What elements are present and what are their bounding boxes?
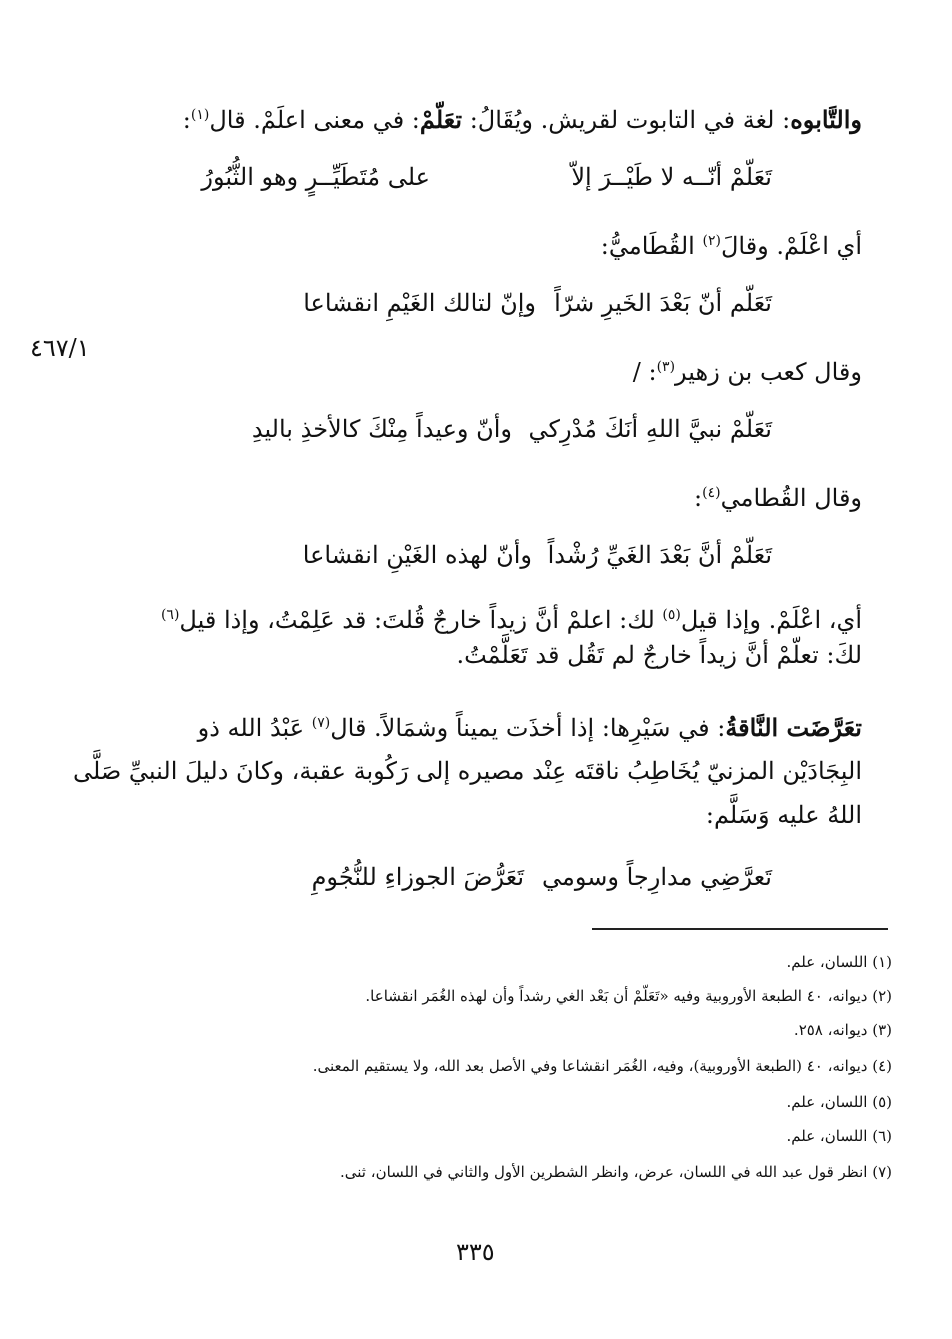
footnote-2: (٢) ديوانه، ٤٠ الطبعة الأوروبية وفيه «تَعَلّمْ أن بَعْد الغي رشداً وأن لهذه الغُمَر انقشاعا. <box>365 987 892 1005</box>
footnote-ref: (٢) <box>702 233 721 249</box>
paragraph-1-line-2: لكَ: تعلّمْ أنَّ زيداً خارجٌ لم تَقُل قد تَعَلَّمْتُ. <box>456 641 862 669</box>
footnote-ref: (٦) <box>160 607 180 623</box>
entry-text: : لغة في التابوت لقريش. ويُقَالُ: <box>462 106 791 134</box>
footnote-ref: (٧) <box>311 715 331 731</box>
entry-text: وقال كعب بن زهير <box>675 358 862 386</box>
entry-text: لك: اعلمْ أنَّ زيداً خارجٌ قُلتَ: قد عَلِمْتُ، وإذا قيل <box>179 606 663 634</box>
entry-text: أي اعْلَمْ. وقالَ <box>720 232 862 260</box>
entry-text: : / <box>632 358 657 386</box>
verse-2-hemistich-2: وإنّ لتالك الغَيْمِ انقشاعا <box>303 289 536 317</box>
footnote-3: (٣) ديوانه، ٢٥٨. <box>793 1021 892 1039</box>
footnote-4: (٤) ديوانه، ٤٠ (الطبعة الأوروبية)، وفيه، الغُمَر انقشاعا وفي الأصل بعد الله، ولا يستقيم المعنى. <box>312 1057 892 1075</box>
footnote-5: (٥) اللسان، علم. <box>786 1093 892 1111</box>
footnote-6: (٦) اللسان، علم. <box>786 1127 892 1145</box>
paragraph-2-line-1 <box>92 708 862 743</box>
headword-taarradat: تعَرَّضَت النَّاقةُ <box>725 713 862 742</box>
footnote-ref: (٥) <box>662 607 681 623</box>
verse-1-hemistich-1: تَعَلّمْ أنّــه لا طَيْــرَ إلاّ <box>571 163 772 191</box>
paragraph-2-line-3: اللهُ عليه وَسَلَّم: <box>705 801 862 829</box>
entry-text: : في معنى اعلَمْ. قال <box>209 106 420 134</box>
footnote-ref: (١) <box>190 107 210 123</box>
footnote-separator <box>592 928 888 930</box>
footnote-7: (٧) انظر قول عبد الله في اللسان، عرض، وانظر الشطرين الأول والثاني في اللسان، ثنى. <box>340 1163 892 1181</box>
entry-text: أي، اعْلَمْ. وإذا قيل <box>680 606 862 634</box>
footnote-ref: (٤) <box>702 485 721 501</box>
entry-line-2 <box>92 226 862 261</box>
entry-text: : في سَيْرِها: إذا أخذَت يميناً وشمَالاً. قال <box>330 714 726 742</box>
footnote-ref: (٣) <box>656 359 676 375</box>
entry-text: : <box>694 484 703 512</box>
entry-text: : <box>182 106 191 134</box>
verse-4-hemistich-1: تَعَلّمْ أنَّ بَعْدَ الغَيِّ رُشْداً <box>547 541 772 569</box>
entry-line-3 <box>92 352 862 387</box>
headword-tabuh: والتَّابوه <box>790 105 862 134</box>
margin-reference: ٤٦٧/١ <box>30 334 90 362</box>
headword-taallam: تعَلّمْ <box>419 105 463 134</box>
verse-5-hemistich-2: تَعَرُّضَ الجوزاءِ للنُّجُومِ <box>311 863 524 891</box>
entry-line-4 <box>92 478 862 513</box>
entry-line-1 <box>92 100 862 135</box>
verse-1-hemistich-2: على مُتَطَيِّــرٍ وهو الثُّبُورُ <box>201 163 430 191</box>
paragraph-2-line-2: البِجَادَيْن المزنيّ يُخَاطِبُ ناقتَه عِنْد مصيره إلى رَكُوبة عقبة، وكانَ دليلَ النبيِّ صَلَّى <box>72 757 862 785</box>
verse-5-hemistich-1: تَعرَّضِي مدارِجاً وسومي <box>542 863 772 891</box>
verse-3-hemistich-2: وأنّ وعيداً مِنْكَ كالأخذِ باليدِ <box>251 415 512 443</box>
footnote-1: (١) اللسان، علم. <box>786 953 892 971</box>
entry-text: عَبْدُ الله ذو <box>197 714 312 742</box>
page-number: ٣٣٥ <box>456 1238 495 1266</box>
verse-4-hemistich-2: وأنّ لهذه الغَيْنِ انقشاعا <box>302 541 532 569</box>
verse-3-hemistich-1: تَعَلّمْ نبيَّ اللهِ أنَكَ مُدْرِكي <box>528 415 772 443</box>
verse-2-hemistich-1: تَعَلّم أنّ بَعْدَ الخَيرِ شرّاً <box>554 289 772 317</box>
paragraph-1-line-1 <box>92 600 862 635</box>
entry-text: القُطَاميُّ: <box>600 232 703 260</box>
entry-text: وقال القُطامي <box>720 484 862 512</box>
